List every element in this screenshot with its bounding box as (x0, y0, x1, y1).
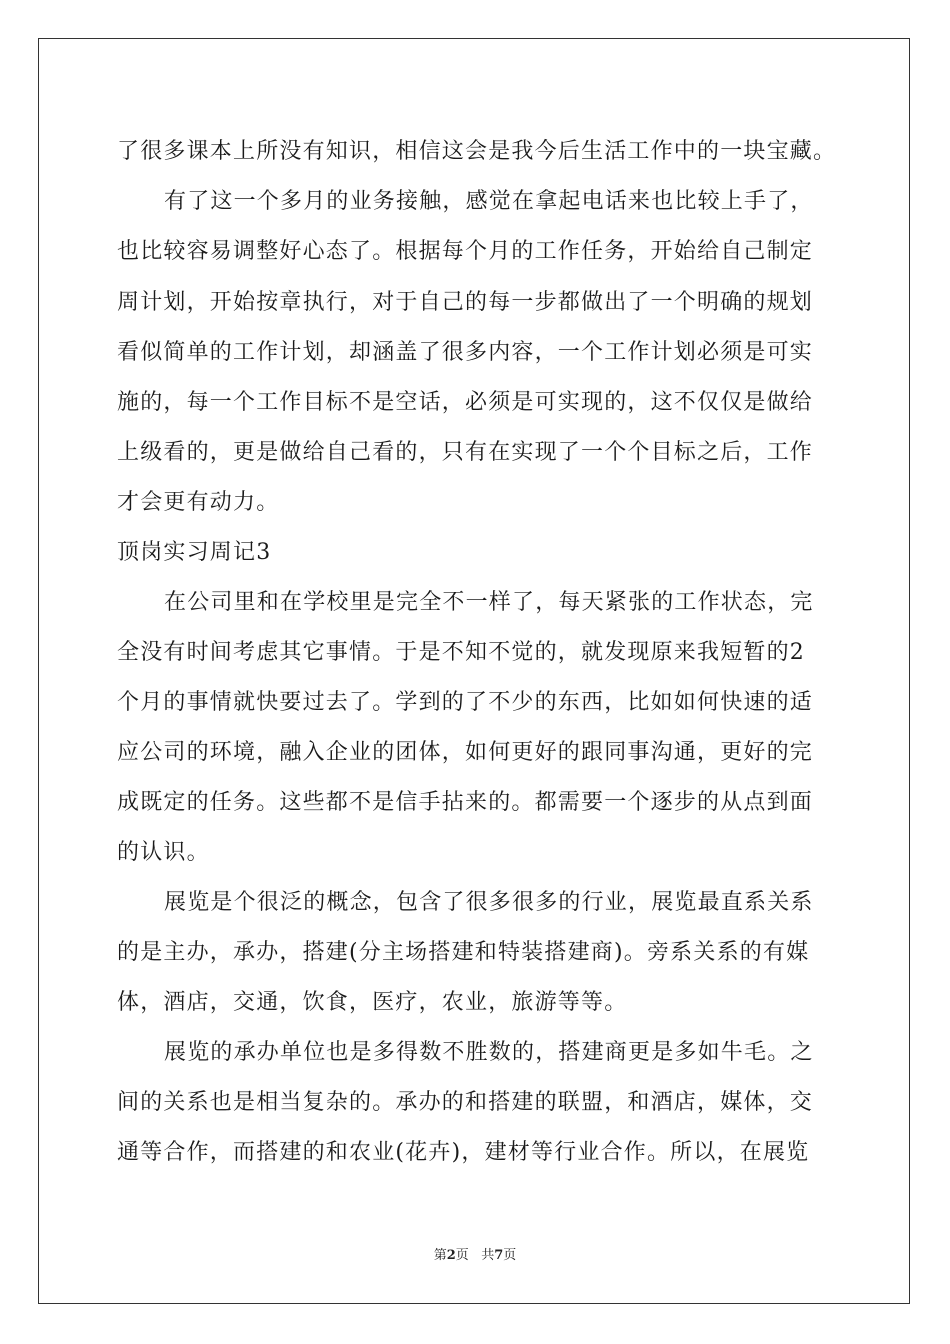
section-heading: 顶岗实习周记3 (117, 540, 272, 565)
text-line: 的认识。 (117, 840, 210, 865)
text-line: 了很多课本上所没有知识，相信这会是我今后生活工作中的一块宝藏。 (117, 139, 837, 164)
total-page-count: 7 (494, 1248, 504, 1263)
text-line: 看似简单的工作计划，却涵盖了很多内容，一个工作计划必须是可实 (117, 340, 814, 365)
text-line: 通等合作，而搭建的和农业(花卉)，建材等行业合作。所以，在展览 (117, 1140, 810, 1165)
footer-prefix: 第 (433, 1248, 447, 1263)
text-line: 体，酒店，交通，饮食，医疗，农业，旅游等等。 (117, 990, 628, 1015)
current-page-number: 2 (446, 1248, 456, 1263)
text-line: 个月的事情就快要过去了。学到的了不少的东西，比如如何快速的适 (117, 690, 814, 715)
paragraph-start-line: 展览是个很泛的概念，包含了很多很多的行业，展览最直系关系 (164, 890, 814, 915)
footer-total-suffix: 页 (503, 1248, 517, 1263)
paragraph-start-line: 有了这一个多月的业务接触，感觉在拿起电话来也比较上手了， (164, 189, 814, 214)
footer-page-suffix: 页 (455, 1248, 469, 1263)
text-line: 间的关系也是相当复杂的。承办的和搭建的联盟，和酒店，媒体，交 (117, 1090, 814, 1115)
text-line: 的是主办，承办，搭建(分主场搭建和特装搭建商)。旁系关系的有媒 (117, 940, 810, 965)
text-line: 周计划，开始按章执行，对于自己的每一步都做出了一个明确的规划 (117, 290, 814, 315)
page-footer (0, 1248, 950, 1264)
text-line: 施的，每一个工作目标不是空话，必须是可实现的，这不仅仅是做给 (117, 390, 814, 415)
footer-total-prefix: 共 (481, 1248, 495, 1263)
text-line: 成既定的任务。这些都不是信手拈来的。都需要一个逐步的从点到面 (117, 790, 814, 815)
paragraph-start-line: 在公司里和在学校里是完全不一样了，每天紧张的工作状态，完 (164, 590, 814, 615)
text-line: 才会更有动力。 (117, 490, 280, 515)
text-line: 也比较容易调整好心态了。根据每个月的工作任务，开始给自己制定 (117, 239, 814, 264)
text-line: 上级看的，更是做给自己看的，只有在实现了一个个目标之后，工作 (117, 440, 814, 465)
text-line: 全没有时间考虑其它事情。于是不知不觉的，就发现原来我短暂的2 (117, 640, 805, 665)
text-line: 应公司的环境，融入企业的团体，如何更好的跟同事沟通，更好的完 (117, 740, 814, 765)
paragraph-start-line: 展览的承办单位也是多得数不胜数的，搭建商更是多如牛毛。之 (164, 1040, 814, 1065)
